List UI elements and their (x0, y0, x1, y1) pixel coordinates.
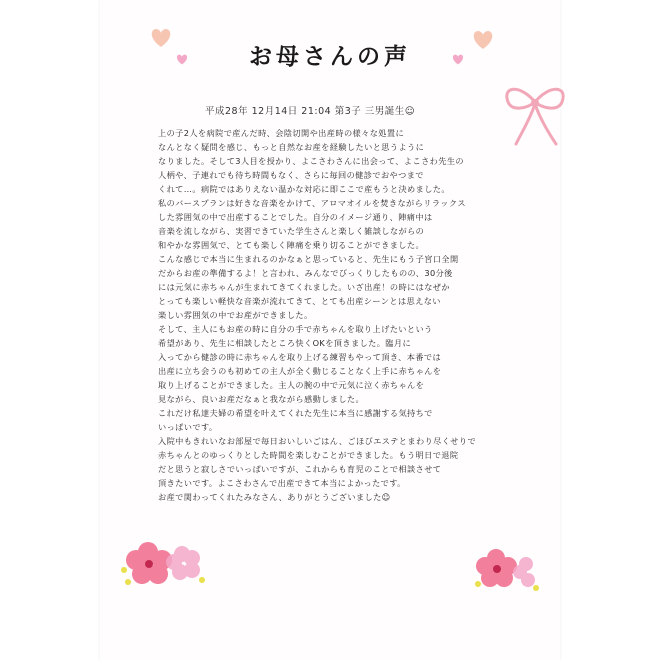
letter-line: 音楽を流しながら、実習できていた学生さんと楽しく雑談しながらの (158, 226, 425, 236)
letter-line: した雰囲気の中で出産することでした。自分のイメージ通り、陣痛中は (158, 212, 433, 222)
letter-line: とっても楽しい軽快な音楽が流れてきて、とても出産シーンとは思えない (158, 296, 441, 306)
letter-line: 希望があり、先生に相談したところ快くOKを頂きました。臨月に (158, 338, 412, 348)
letter-line: だからお産の準備するよ！と言われ、みんなでびっくりしたものの、30分後 (158, 268, 453, 278)
letter-line: お産で関わってくれたみなさん、ありがとうございました☺ (158, 492, 391, 502)
letter-line: なんとなく疑問を感じ、もっと自然なお産を経験したいと思うように (158, 142, 425, 152)
letter-line: 見ながら、良いお産だなぁと我ながら感動しました。 (158, 394, 365, 404)
letter-line: 入院中もきれいなお部屋で毎日おいしいごはん、ごほびエステとまわり尽くせりで (158, 436, 477, 446)
date-line: 平成28年 12月14日 21:04 第3子 三男誕生☺ (205, 106, 416, 117)
letter-line: なりました。そして3人目を授かり、よこさわさんに出会って、よこさわ先生の (158, 156, 465, 166)
letter-line: 赤ちゃんとのゆっくりとした時間を楽しむことができました。もう明日で退院 (158, 450, 459, 460)
letter-line: 出産に立ち会うのも初めての主人が全く動じることなく上手に赤ちゃんを (158, 366, 442, 376)
letter-line: 人柄や、子連れでも待ち時間もなく、さらに毎回の健診でおやつまで (158, 170, 424, 180)
letter-body (158, 126, 538, 504)
letter-line: くれて…。病院ではありえない温かな対応に即ここで産もうと決めました。 (158, 184, 450, 194)
letter-line: いっぱいです。 (158, 422, 218, 432)
letter-line: だと思うと寂しさでいっぱいですが、これからも育児のことで相談させて (158, 464, 442, 474)
letter-line: これだけ私達夫婦の希望を叶えてくれた先生に本当に感謝する気持ちで (158, 408, 433, 418)
letter-line: 頂きたいです。よこさわさんで出産できて本当によかったです。 (158, 478, 406, 488)
letter-line: そして、主人にもお産の時に自分の手で赤ちゃんを取り上げたいという (158, 324, 433, 334)
hibiscus-icon (472, 540, 542, 595)
letter-line: 和やかな雰囲気で、とても楽しく陣痛を乗り切ることができました。 (158, 240, 425, 250)
page-title: お母さんの声 (249, 43, 411, 70)
letter-line: 取り上げることができました。主人の腕の中で元気に泣く赤ちゃんを (158, 380, 425, 390)
letter-line: には元気に赤ちゃんが生まれてきてくれました。いざ出産！の時にはなぜか (158, 282, 450, 292)
letter-line: こんな感じで本当に生まれるのかなぁと思っていると、先生にもう子宮口全開 (158, 254, 459, 264)
letter-line: 私のバースプランは好きな音楽をかけて、アロマオイルを焚きながらリラックス (158, 198, 466, 208)
letter-line: 入ってから健診の時に赤ちゃんを取り上げる練習もやって頂き、本番では (158, 352, 442, 362)
letter-line: 上の子2人を病院で産んだ時、会陰切開や出産時の様々な処置に (158, 128, 405, 138)
hibiscus-icon (118, 530, 208, 590)
letter-line: 楽しい雰囲気の中でお産ができました。 (158, 310, 313, 320)
letter-page (100, 0, 560, 660)
